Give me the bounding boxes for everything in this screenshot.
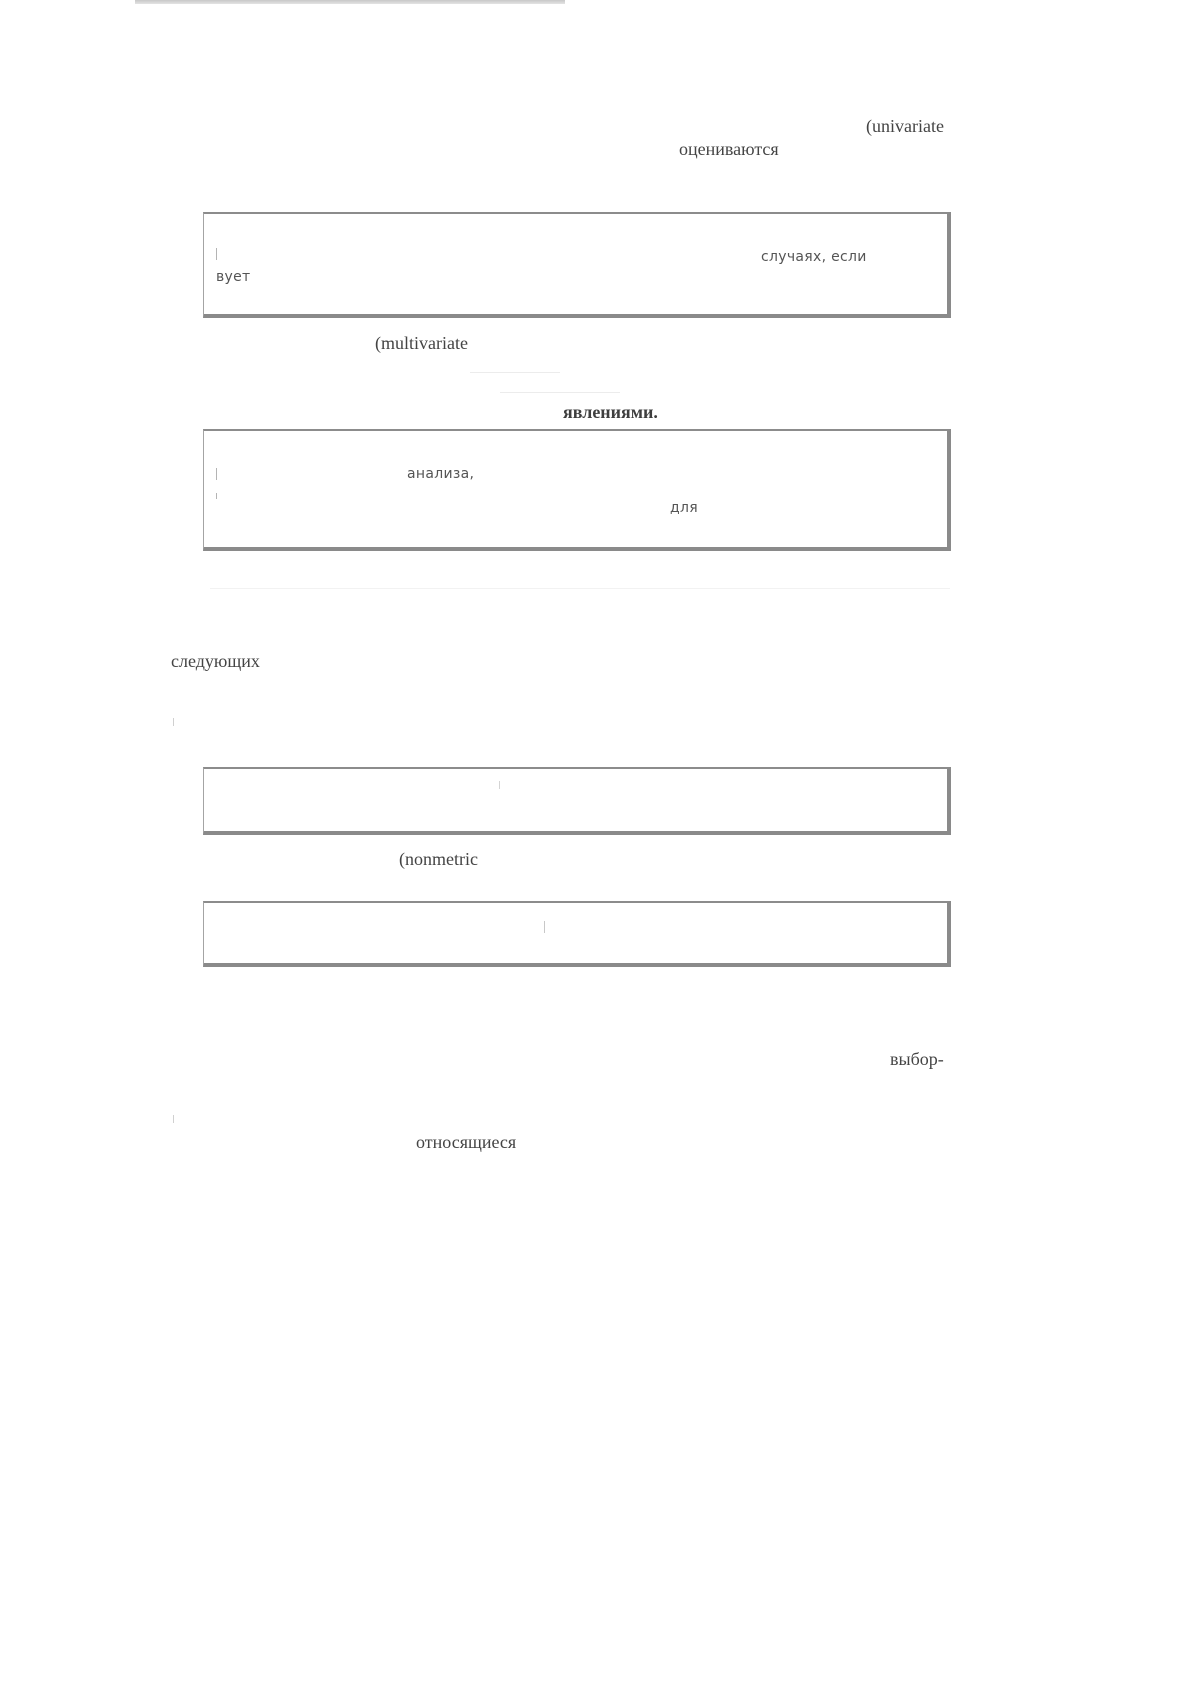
definition-box-2 [203,429,951,551]
definition-box-4 [203,901,951,967]
box1-text-vuet: вует [216,269,251,285]
box2-tick [216,493,217,499]
box1-tick [216,248,217,260]
box2-tick [216,468,217,480]
box3-tick [499,781,500,789]
box1-text-cases-if: случаях, если [761,249,867,265]
box2-text-for: для [670,500,698,516]
text-nonmetric: (nonmetric [399,849,478,869]
box2-text-analysis: анализа, [407,466,475,482]
margin-tick [173,1115,174,1123]
text-phenomena: явлениями. [563,402,658,422]
text-sample-hyphen: выбор- [890,1049,944,1069]
faint-mark [210,588,950,589]
box4-tick [544,921,545,933]
definition-box-1 [203,212,951,318]
text-following: следующих [171,651,260,671]
definition-box-3 [203,767,951,835]
text-estimated: оцениваются [679,139,779,159]
text-multivariate: (multivariate [375,333,468,353]
faint-mark [500,392,620,393]
margin-tick [173,718,174,726]
text-relating: относящиеся [416,1132,517,1152]
faint-mark [470,372,560,373]
top-edge-rule [135,0,565,4]
text-univariate: (univariate [866,116,944,136]
